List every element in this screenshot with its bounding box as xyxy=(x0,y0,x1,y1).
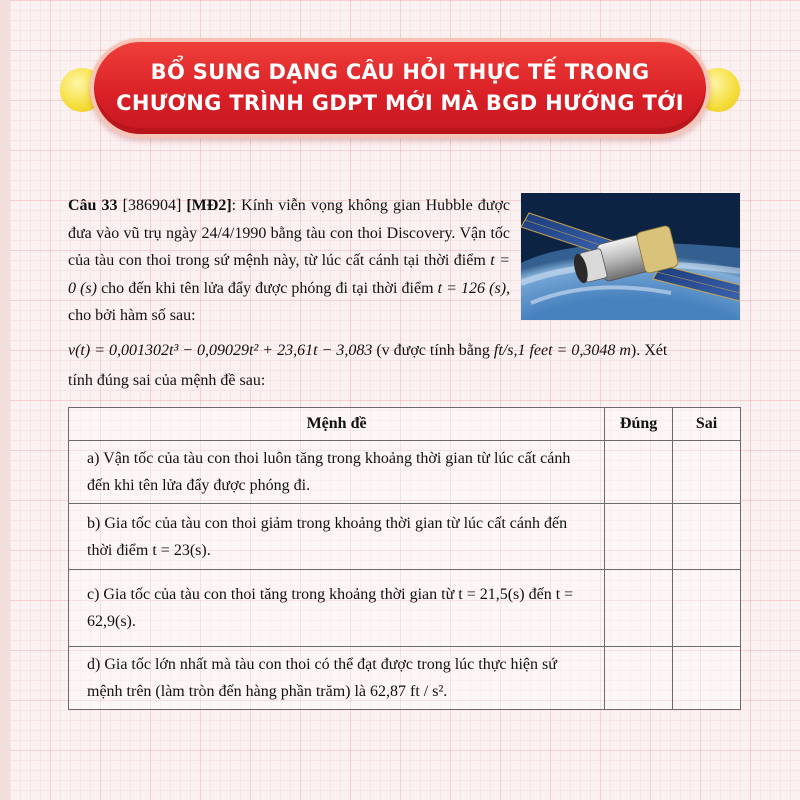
unit-note: ft/s,1 feet = 0,3048 m xyxy=(493,342,631,359)
header-false: Sai xyxy=(673,408,741,441)
statement-a: a) Vận tốc của tàu con thoi luôn tăng trong khoảng thời gian từ lúc cất cánh đến khi tên lửa đẩy được phóng đi. xyxy=(69,441,605,504)
velocity-formula-line xyxy=(68,338,768,364)
table-row xyxy=(69,570,741,647)
question-intro: : Kính viễn vọng không gian Hubble được đưa vào vũ trụ ngày 24/4/1990 bằng tàu con thoi Discovery. Vận tốc của tàu con thoi trong sứ mệnh này, từ lúc cất cánh tại thời điểm xyxy=(68,197,511,269)
unit-note-open: (v được tính bằng xyxy=(376,342,490,359)
table-row xyxy=(69,504,741,570)
question-mid: cho đến khi tên lửa đẩy được phóng đi tại thời điểm xyxy=(101,279,434,297)
question-id: [386904] xyxy=(122,197,182,214)
answer-true-d[interactable] xyxy=(605,647,673,710)
table-row xyxy=(69,441,741,504)
velocity-formula: v(t) = 0,001302t³ − 0,09029t² + 23,61t − 3,083 xyxy=(68,342,373,359)
answer-true-c[interactable] xyxy=(605,570,673,647)
header-statement: Mệnh đề xyxy=(69,408,605,441)
answer-false-c[interactable] xyxy=(673,570,741,647)
table-header-row xyxy=(69,408,741,441)
answer-true-a[interactable] xyxy=(605,441,673,504)
hubble-photo xyxy=(521,193,740,320)
answer-false-d[interactable] xyxy=(673,647,741,710)
end-time: t = 126 (s), xyxy=(437,279,511,297)
banner-title-line2: CHƯƠNG TRÌNH GDPT MỚI MÀ BGD HƯỚNG TỚI xyxy=(116,91,684,115)
banner-pill xyxy=(90,38,710,138)
question-text xyxy=(68,192,510,330)
start-time: t = 0 (s) xyxy=(68,252,510,297)
header-true: Đúng xyxy=(605,408,673,441)
left-edge-strip xyxy=(0,0,10,800)
answer-false-a[interactable] xyxy=(673,441,741,504)
statement-b: b) Gia tốc của tàu con thoi giảm trong khoảng thời gian từ lúc cất cánh đến thời điểm t = 23(s). xyxy=(69,504,605,570)
hubble-satellite-icon xyxy=(521,193,740,320)
header-banner xyxy=(60,38,740,138)
statement-d: d) Gia tốc lớn nhất mà tàu con thoi có thể đạt được trong lúc thực hiện sứ mệnh trên (làm tròn đến hàng phần trăm) là 62,87 ft / s². xyxy=(69,647,605,710)
statement-c: c) Gia tốc của tàu con thoi tăng trong khoảng thời gian từ t = 21,5(s) đến t = 62,9(s). xyxy=(69,570,605,647)
question-prompt: tính đúng sai của mệnh đề sau: xyxy=(68,372,266,389)
unit-note-close: ). Xét xyxy=(630,342,668,359)
question-end: cho bởi hàm số sau: xyxy=(68,307,196,324)
question-number: Câu 33 xyxy=(68,197,118,214)
true-false-table xyxy=(68,407,741,710)
table-row xyxy=(69,647,741,710)
banner-title-line1: BỔ SUNG DẠNG CÂU HỎI THỰC TẾ TRONG xyxy=(150,60,650,84)
answer-true-b[interactable] xyxy=(605,504,673,570)
question-level: [MĐ2] xyxy=(186,197,232,214)
answer-false-b[interactable] xyxy=(673,504,741,570)
